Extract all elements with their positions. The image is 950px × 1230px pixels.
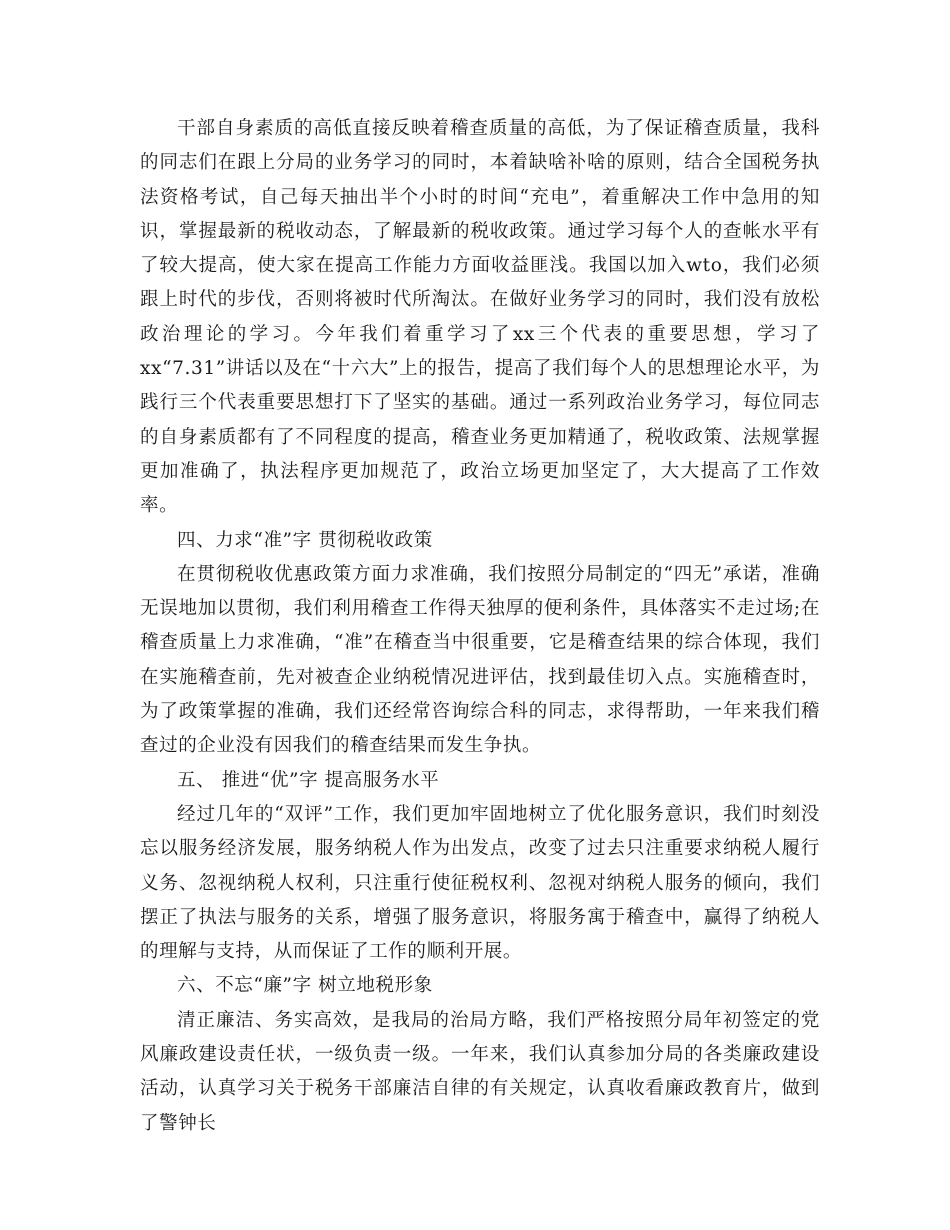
paragraph-tax-policy: 在贯彻税收优惠政策方面力求准确，我们按照分局制定的“四无”承诺，准确无误地加以贯彻，我们利用稽查工作得天独厚的便利条件，具体落实不走过场;在稽查质量上力求准确，“准”在稽查当中很重要，它是稽查结果的综合体现，我们在实施稽查前，先对被查企业纳税情况进评估，找到最佳切入点。实施稽查时，为了政策掌握的准确，我们还经常咨询综合科的同志，求得帮助，一年来我们稽查过的企业没有因我们的稽查结果而发生争执。 (140, 563, 820, 757)
paragraph-service: 经过几年的“双评”工作，我们更加牢固地树立了优化服务意识，我们时刻没忘以服务经济发展，服务纳税人作为出发点，改变了过去只注重要求纳税人履行义务、忽视纳税人权利，只注重行使征税权利、忽视对纳税人服务的倾向，我们摆正了执法与服务的关系，增强了服务意识，将服务寓于稽查中，赢得了纳税人的理解与支持，从而保证了工作的顺利开展。 (140, 803, 820, 963)
paragraph-integrity: 清正廉洁、务实高效，是我局的治局方略，我们严格按照分局年初签定的党风廉政建设责任状，一级负责一级。一年来，我们认真参加分局的各类廉政建设活动，认真学习关于税务干部廉洁自律的有关规定，认真收看廉政教育片，做到了警钟长 (140, 1009, 820, 1134)
heading-section-five: 五、 推进“优”字 提高服务水平 (177, 769, 440, 791)
heading-section-six: 六、不忘“廉”字 树立地税形象 (177, 975, 433, 997)
heading-section-four: 四、力求“准”字 贯彻税收政策 (177, 529, 433, 551)
paragraph-cadre-quality: 干部自身素质的高低直接反映着稽查质量的高低，为了保证稽查质量，我科的同志们在跟上分局的业务学习的同时，本着缺啥补啥的原则，结合全国税务执法资格考试，自己每天抽出半个小时的时间“充电”，着重解决工作中急用的知识，掌握最新的税收动态，了解最新的税收政策。通过学习每个人的查帐水平有了较大提高，使大家在提高工作能力方面收益匪浅。我国以加入wto，我们必须跟上时代的步伐，否则将被时代所淘汰。在做好业务学习的同时，我们没有放松政治理论的学习。今年我们着重学习了xx三个代表的重要思想，学习了xx“7.31”讲话以及在“十六大”上的报告，提高了我们每个人的思想理论水平，为践行三个代表重要思想打下了坚实的基础。通过一系列政治业务学习，每位同志的自身素质都有了不同程度的提高，稽查业务更加精通了，税收政策、法规掌握更加准确了，执法程序更加规范了，政治立场更加坚定了，大大提高了工作效率。 (140, 118, 820, 517)
document-page (140, 112, 820, 1141)
